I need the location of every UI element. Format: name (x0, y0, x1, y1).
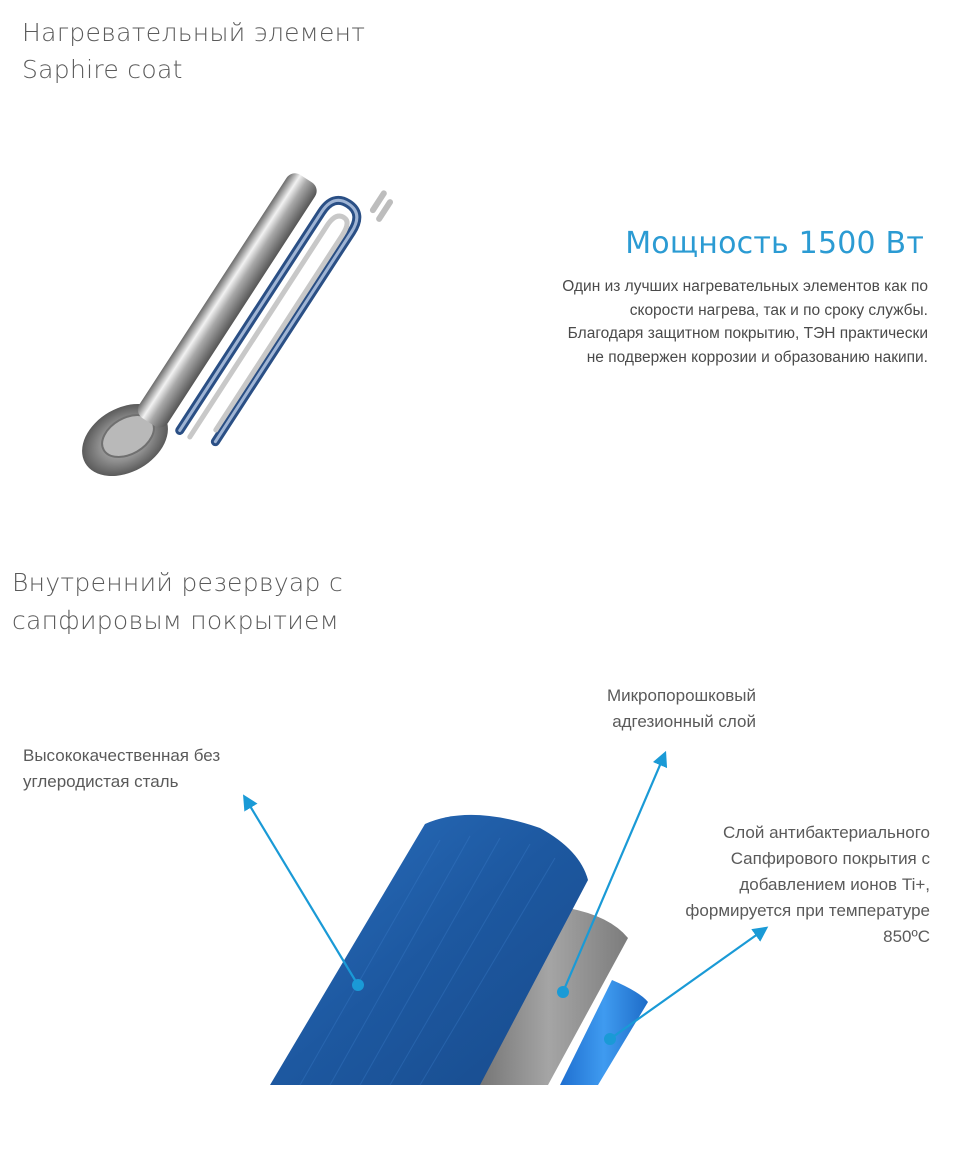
tank-layers-image (0, 740, 978, 1100)
heater-title-line1: Нагревательный элемент (22, 18, 366, 47)
marker-dot-steel (352, 979, 364, 991)
arrow-sapphire (610, 931, 762, 1039)
description-line: скорости нагрева, так и по сроку службы. (629, 301, 928, 319)
label-sapphire-line: 850ºС (883, 927, 930, 946)
description-line: Благодаря защитном покрытию, ТЭН практически (567, 325, 928, 342)
marker-dot-sapphire (604, 1033, 616, 1045)
heater-description (448, 275, 928, 369)
label-powder-line: адгезионный слой (612, 712, 756, 731)
heater-title (22, 14, 365, 88)
label-sapphire-line: добавлением ионов Ti+, (739, 875, 930, 894)
power-heading: Мощность 1500 Вт (625, 226, 924, 261)
label-steel-line: углеродистая сталь (23, 772, 179, 791)
label-sapphire-line: Сапфирового покрытия с (730, 849, 930, 868)
marker-dot-powder (557, 986, 569, 998)
label-powder-line: Микропорошковый (606, 686, 756, 705)
label-sapphire-line: Слой антибактериального (723, 823, 930, 842)
label-powder (607, 683, 756, 735)
tank-title (12, 564, 343, 640)
heating-element-image (70, 140, 400, 490)
heater-title-line2: Saphire coat (22, 55, 183, 84)
arrow-steel (247, 801, 358, 985)
description-line: не подвержен коррозии и образованию накипи. (586, 348, 928, 366)
tank-title-line2: сапфировым покрытием (12, 606, 339, 635)
label-steel-line: Высококачественная без (23, 746, 221, 765)
description-line: Один из лучших нагревательных элементов как по (562, 278, 928, 295)
label-sapphire-line: формируется при температуре (685, 901, 930, 920)
tank-title-line1: Внутренний резервуар с (12, 568, 343, 597)
